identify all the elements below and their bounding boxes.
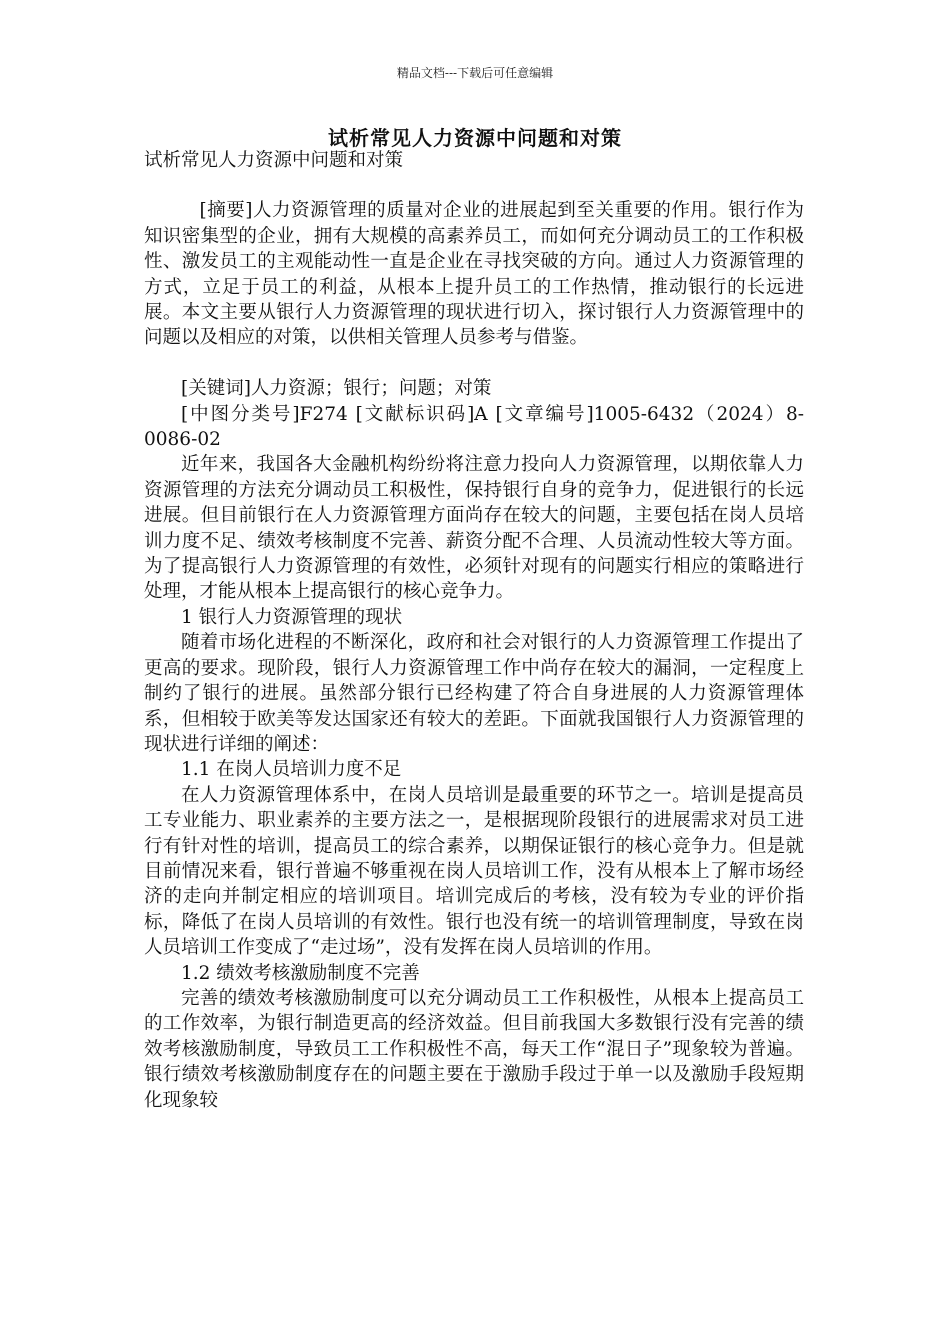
document-body — [144, 148, 804, 1113]
header-note: 精品文档---下载后可任意编辑 — [396, 66, 554, 80]
abstract-paragraph: [摘要]人力资源管理的质量对企业的进展起到至关重要的作用。银行作为知识密集型的企业，拥有大规模的高素养员工，而如何充分调动员工的工作积极性、激发员工的主观能动性一直是企业在寻找突破的方向。通过人力资源管理的方式，立足于员工的利益，从根本上提升员工的工作热情，推动银行的长远进展。本文主要从银行人力资源管理的现状进行切入，探讨银行人力资源管理中的问题以及相应的对策，以供相关管理人员参考与借鉴。 — [144, 200, 804, 349]
section-1-2-heading: 1.2 绩效考核激励制度不完善 — [181, 962, 420, 984]
document-subtitle: 试析常见人力资源中问题和对策 — [144, 150, 404, 171]
intro-paragraph: 近年来，我国各大金融机构纷纷将注意力投向人力资源管理，以期依靠人力资源管理的方法充分调动员工积极性，保持银行自身的竞争力，促进银行的长远进展。但目前银行在人力资源管理方面尚存在较大的问题，主要包括在岗人员培训力度不足、绩效考核制度不完善、薪资分配不合理、人员流动性较大等方面。为了提高银行人力资源管理的有效性，必须针对现有的问题实行相应的策略进行处理，才能从根本上提高银行的核心竞争力。 — [144, 454, 804, 603]
section-1-1-paragraph: 在人力资源管理体系中，在岗人员培训是最重要的环节之一。培训是提高员工专业能力、职业素养的主要方法之一，是根据现阶段银行的进展需求对员工进行有针对性的培训，提高员工的综合素养，以期保证银行的核心竞争力。但是就目前情况来看，银行普遍不够重视在岗人员培训工作，没有从根本上了解市场经济的走向并制定相应的培训项目。培训完成后的考核，没有较为专业的评价指标，降低了在岗人员培训的有效性。银行也没有统一的培训管理制度，导致在岗人员培训工作变成了“走过场”，没有发挥在岗人员培训的作用。 — [144, 784, 804, 959]
keywords-line: [关键词]人力资源；银行；问题；对策 — [181, 378, 492, 400]
section-1-heading: 1 银行人力资源管理的现状 — [181, 606, 403, 628]
paragraph-gap — [144, 351, 804, 376]
section-1-1-heading: 1.1 在岗人员培训力度不足 — [181, 759, 402, 781]
classification-line: [中图分类号]F274 [文献标识码]A [文章编号]1005-6432（2024）8-0086-02 — [144, 403, 804, 451]
section-1-2-paragraph: 完善的绩效考核激励制度可以充分调动员工工作积极性，从根本上提高员工的工作效率，为银行制造更高的经济效益。但目前我国大多数银行没有完善的绩效考核激励制度，导致员工工作积极性不高，每天工作“混日子”现象较为普遍。银行绩效考核激励制度存在的问题主要在于激励手段过于单一以及激励手段短期化现象较 — [144, 987, 804, 1111]
section-1-paragraph: 随着市场化进程的不断深化，政府和社会对银行的人力资源管理工作提出了更高的要求。现阶段，银行人力资源管理工作中尚存在较大的漏洞，一定程度上制约了银行的进展。虽然部分银行已经构建了符合自身进展的人力资源管理体系，但相较于欧美等发达国家还有较大的差距。下面就我国银行人力资源管理的现状进行详细的阐述： — [144, 632, 804, 755]
document-title: 试析常见人力资源中问题和对策 — [328, 126, 622, 150]
